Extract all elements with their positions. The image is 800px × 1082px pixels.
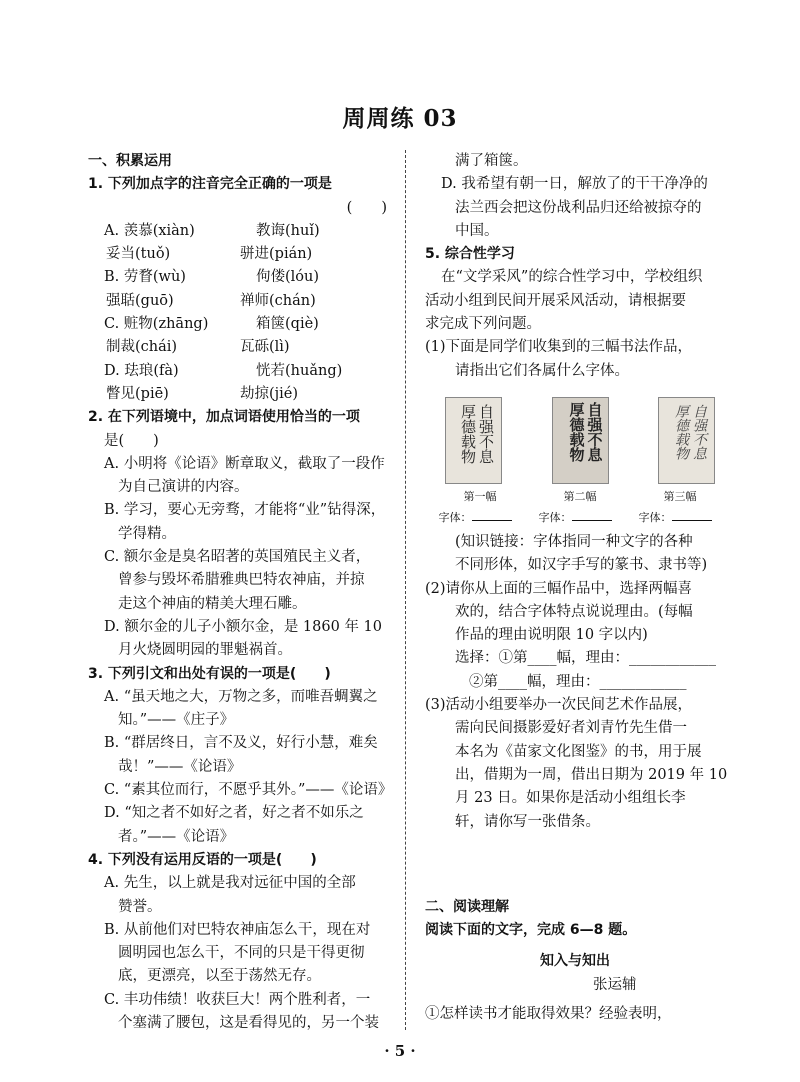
text-line: ②第____幅，理由：____________ [469,673,687,690]
text-line: A. “虽天地之大，万物之多，而唯吾蜩翼之 [104,688,378,705]
option-word: 瞥见(piē) [106,385,169,402]
option-word: 制裁(chái) [106,339,178,356]
text-line: 学得精。 [118,525,176,542]
caption-1: 第一幅 [463,489,497,503]
section-reading-heading: 二、阅读理解 [425,898,509,915]
option-word: 劫掠(jié) [240,385,299,402]
text-line: 活动小组到民间开展采风活动，请根据要 [425,292,686,309]
caption-3: 第三幅 [663,489,697,503]
text-line: A. 小明将《论语》断章取义，截取了一段作 [104,455,385,472]
text-line: A. 先生，以上就是我对远征中国的全部 [104,875,356,892]
option-row [88,336,393,359]
text-line: ( ) [346,199,387,216]
font-blank-2[interactable]: 字体： [525,508,625,525]
question-heading: 一、积累运用 [88,153,172,169]
text-line: 月火烧圆明园的罪魁祸首。 [118,642,292,659]
text-line: D. “知之者不如好之者，好之者不如乐之 [104,805,364,822]
text-line: 曾参与毁坏希腊雅典巴特农神庙，并掠 [118,572,365,589]
text-line: 中国。 [455,222,499,239]
text-line: 欢的，结合字体特点说说理由。(每幅 [455,603,693,620]
text-line: 出，借期为一周，借出日期为 2019 年 10 [455,766,728,783]
font-blank-3[interactable]: 字体： [625,508,725,525]
option-word: 妥当(tuǒ) [106,246,171,263]
text-line: 是( ) [104,432,159,449]
text-line: 需向民间摄影爱好者刘青竹先生借一 [455,720,687,737]
option-row [88,266,393,289]
option-word: A. 羡慕(xiàn) [104,222,195,239]
option-word: 恍若(huǎng) [256,362,343,379]
text-line: 选择：①第____幅，理由：____________ [455,650,716,667]
text-line: 知。”——《庄子》 [118,712,235,729]
option-word: 箱箧(qiè) [256,316,319,333]
text-line: 法兰西会把这份战利品归还给被掠夺的 [455,199,702,216]
option-row [88,360,393,383]
text-line: 底，更漂亮，以至于荡然无存。 [118,968,321,985]
text-line: 请指出它们各属什么字体。 [455,362,629,379]
option-row [88,313,393,336]
right-column [425,150,728,1026]
option-word: 瓦砾(lì) [240,339,290,356]
calligraphy-work-3: 自强不息 厚德载物 [658,397,715,484]
text-line: 轩，请你写一张借条。 [455,813,600,830]
text-line: 者。”——《论语》 [118,828,235,845]
option-row [88,243,393,266]
text-line: D. 额尔金的儿子小额尔金，是 1860 年 10 [104,618,383,635]
page-number: · 5 · [384,1042,416,1060]
calligraphy-images [445,397,715,484]
text-line: 月 23 日。如果你是活动小组组长李 [455,790,686,807]
text-line: (2)请你从上面的三幅作品中，选择两幅喜 [425,580,693,597]
calligraphy-captions [445,488,715,504]
text-line: B. 从前他们对巴特农神庙怎么干，现在对 [104,921,371,938]
text-line: 本名为《苗家文化图鉴》的书，用于展 [455,743,702,760]
text-line: 满了箱箧。 [455,153,528,169]
option-row [88,290,393,313]
option-word: 强聒(guō) [106,292,174,309]
option-word: 教诲(huǐ) [256,222,320,239]
option-word: 骈进(pián) [240,246,313,263]
text-line: C. 额尔金是臭名昭著的英国殖民主义者， [104,549,371,566]
text-line: 哉！”——《论语》 [118,758,242,775]
text-line: B. “群居终日，言不及义，好行小慧，难矣 [104,735,378,752]
text-line: (1)下面是同学们收集到的三幅书法作品， [425,339,693,356]
font-answer-blanks [425,508,725,525]
article-title: 知入与知出 [540,953,610,970]
text-line: 作品的理由说明限 10 字以内) [455,627,648,644]
font-blank-1[interactable]: 字体： [425,508,525,525]
article-paragraph-1: ①怎样读书才能取得效果？经验表明， [425,1006,672,1023]
text-line: (3)活动小组要举办一次民间艺术作品展， [425,697,693,714]
calligraphy-work-1: 自强不息 厚德载物 [445,397,502,484]
text-line: C. 丰功伟绩！收获巨大！两个胜利者，一 [104,991,371,1008]
text-line: (知识链接：字体指同一种文字的各种 [455,533,693,550]
option-row [88,383,393,406]
question-heading: 1. 下列加点字的注音完全正确的一项是 [88,176,332,193]
reading-instruction: 阅读下面的文字，完成 6—8 题。 [425,922,637,939]
option-word: D. 珐琅(fà) [104,362,179,379]
question-heading: 4. 下列没有运用反语的一项是( ) [88,851,317,868]
text-line: 求完成下列问题。 [425,316,541,333]
caption-2: 第二幅 [563,489,597,503]
text-line: B. 学习，要心无旁骛，才能将“业”钻得深， [104,502,386,519]
calligraphy-work-2: 自强不息 厚德载物 [552,397,609,484]
option-row [88,220,393,243]
text-line: 在“文学采风”的综合性学习中，学校组织 [441,269,703,286]
text-line: 个塞满了腰包，这是看得见的，另一个装 [118,1014,379,1031]
question-heading: 2. 在下列语境中，加点词语使用恰当的一项 [88,409,360,426]
option-word: B. 劳瞀(wù) [104,269,186,286]
option-word: 禅师(chán) [240,292,316,309]
text-line: 不同形体，如汉字手写的篆书、隶书等) [455,557,708,574]
article-author: 张运辅 [593,976,637,993]
option-word: 佝偻(lóu) [256,269,320,286]
text-line: C. “素其位而行，不愿乎其外。”——《论语》 [104,782,393,799]
question-heading: 3. 下列引文和出处有误的一项是( ) [88,665,331,682]
text-line: 为自己演讲的内容。 [118,479,249,496]
question-heading: 5. 综合性学习 [425,246,515,263]
text-line: 赞誉。 [118,898,162,915]
text-line: 走这个神庙的精美大理石雕。 [118,595,307,612]
column-divider [405,150,406,1030]
page-title: 周周练 03 [342,105,458,132]
option-word: C. 赃物(zhāng) [104,316,209,333]
text-line: 圆明园也怎么干，不同的只是干得更彻 [118,945,365,962]
left-column [88,150,393,1035]
text-line: D. 我希望有朝一日，解放了的干干净净的 [441,176,708,193]
